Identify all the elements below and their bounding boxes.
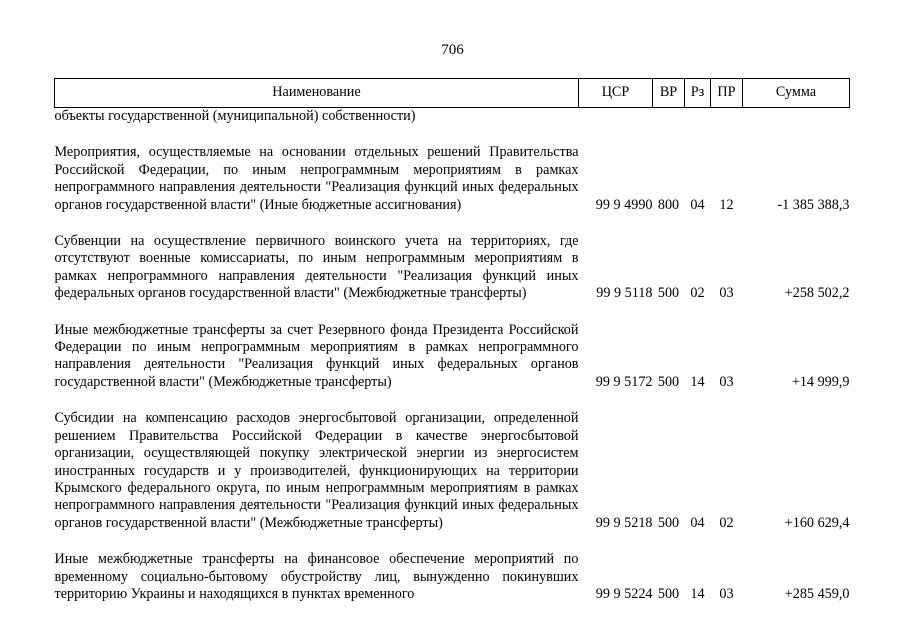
row-sum: +160 629,4 — [784, 514, 850, 531]
header-rz: Рз — [685, 79, 711, 108]
header-csr: ЦСР — [579, 79, 653, 108]
header-pr: ПР — [711, 79, 743, 108]
row-sum: +285 459,0 — [784, 585, 850, 602]
table-row — [55, 233, 850, 303]
header-sum: Сумма — [743, 79, 850, 108]
row-name: Субвенции на осуществление первичного воинского учета на территориях, где отсутствуют военные комиссариаты, по иным непрограммным мероприятиям в рамках непрограммного направления деятельности "Реализация функций иных федеральных органов государственной власти" (Межбюджетные трансферты) — [54, 233, 579, 302]
row-name: Субсидии на компенсацию расходов энергосбытовой организации, определенной решением Правительства Российской Федерации в качестве энергосбытовой организации, осуществляющей покупку электрической энергии из энергосистем иностранных государств и у производителей, функционирующих на территории Крымского федерального округа, по иным непрограммным мероприятиям в рамках непрограммного направления деятельности "Реализация функций иных федеральных органов государственной власти" (Межбюджетные трансферты) — [54, 410, 579, 531]
row-csr: 99 9 4990 — [595, 196, 653, 213]
row-vr: 500 — [657, 585, 680, 602]
table-row — [55, 410, 850, 532]
page-number: 706 — [441, 42, 464, 58]
row-pr: 03 — [719, 373, 734, 390]
row-vr: 500 — [657, 285, 680, 302]
budget-table — [54, 78, 850, 603]
table-row-continuation — [55, 108, 850, 126]
continuation-text: объекты государственной (муниципальной) собственности) — [54, 108, 416, 124]
row-csr: 99 9 5118 — [596, 285, 653, 302]
row-sum: +14 999,9 — [791, 373, 850, 390]
row-csr: 99 9 5224 — [595, 585, 653, 602]
row-csr: 99 9 5172 — [595, 373, 653, 390]
row-name: Мероприятия, осуществляемые на основании отдельных решений Правительства Российской Федерации, по иным непрограммным мероприятиям в рамках непрограммного направления деятельности "Реализация функций иных федеральных органов государственной власти" (Иные бюджетные ассигнования) — [54, 144, 579, 213]
row-pr: 02 — [719, 514, 734, 531]
row-rz: 04 — [690, 196, 705, 213]
table-row — [55, 144, 850, 214]
row-vr: 500 — [657, 373, 680, 390]
row-vr: 800 — [657, 196, 680, 213]
row-pr: 12 — [719, 196, 734, 213]
row-rz: 14 — [690, 585, 705, 602]
table-header-row — [55, 79, 850, 108]
header-name: Наименование — [55, 79, 579, 108]
row-name: Иные межбюджетные трансферты на финансовое обеспечение мероприятий по временному социально-бытовому обустройству лиц, вынужденно покинувших территорию Украины и находящихся в пунктах временного — [54, 551, 579, 602]
row-csr: 99 9 5218 — [595, 514, 653, 531]
row-pr: 03 — [719, 285, 734, 302]
header-vr: ВР — [653, 79, 685, 108]
row-sum: -1 385 388,3 — [777, 196, 850, 213]
row-rz: 14 — [690, 373, 705, 390]
table-row — [55, 551, 850, 603]
row-sum: +258 502,2 — [784, 285, 850, 302]
row-rz: 04 — [690, 514, 705, 531]
row-vr: 500 — [657, 514, 680, 531]
table-row — [55, 322, 850, 392]
row-rz: 02 — [690, 285, 705, 302]
row-name: Иные межбюджетные трансферты за счет Резервного фонда Президента Российской Федерации по иным непрограммным мероприятиям в рамках непрограммного направления деятельности "Реализация функций иных федеральных органов государственной власти" (Межбюджетные трансферты) — [54, 321, 579, 390]
row-pr: 03 — [719, 585, 734, 602]
